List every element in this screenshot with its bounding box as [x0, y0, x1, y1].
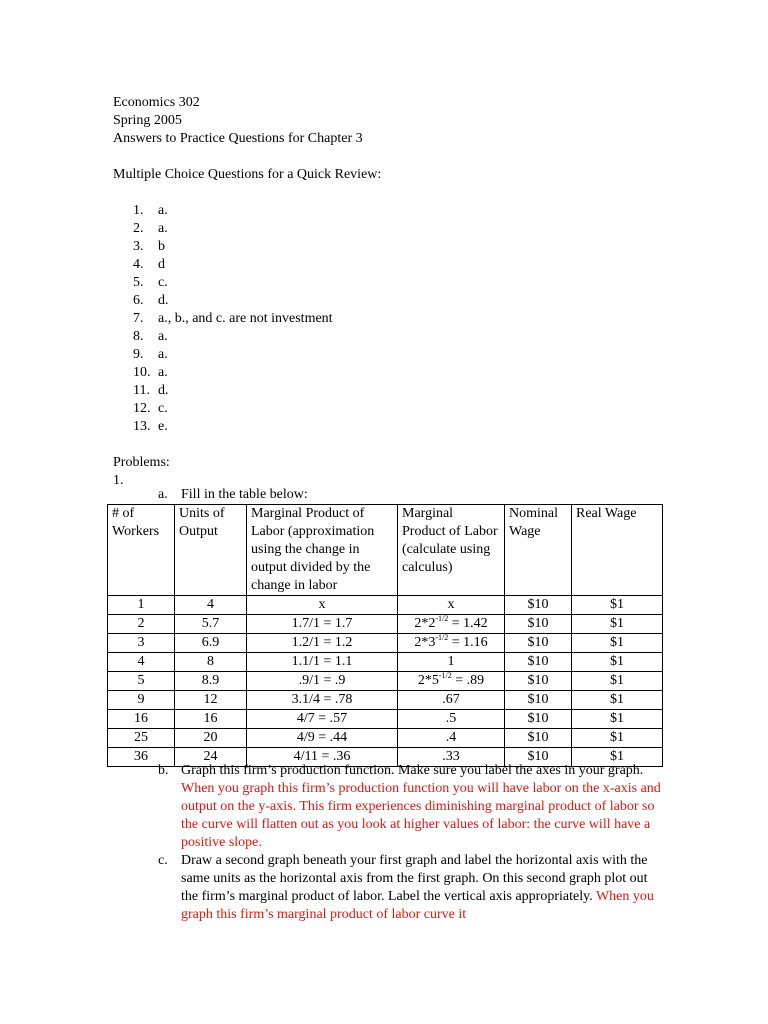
table-cell: $1	[572, 748, 663, 767]
table-cell: $10	[505, 672, 572, 691]
table-row	[108, 634, 663, 653]
mc-answer-number: 7.	[133, 311, 144, 326]
table-cell: 3	[108, 634, 175, 653]
part-a-letter: a.	[158, 487, 168, 502]
table-cell: 4/7 = .57	[247, 710, 398, 729]
mc-answer-item	[113, 328, 673, 346]
part-b	[181, 762, 661, 852]
mc-answer-text: a.	[158, 347, 168, 362]
mc-answer-text: a., b., and c. are not investment	[158, 311, 333, 326]
mc-answer-number: 2.	[133, 221, 144, 236]
table-cell: $10	[505, 615, 572, 634]
table-cell: $1	[572, 596, 663, 615]
col-header-output: Units of Output	[175, 505, 247, 596]
table-cell: 6.9	[175, 634, 247, 653]
col-header-mpl-approx: Marginal Product of Labor (approximation using the change in output divided by the change in labor	[247, 505, 398, 596]
table-cell: 20	[175, 729, 247, 748]
mc-answer-text: e.	[158, 419, 168, 434]
table-row	[108, 615, 663, 634]
table-cell: 3.1/4 = .78	[247, 691, 398, 710]
table-cell: x	[398, 596, 505, 615]
table-cell: 12	[175, 691, 247, 710]
mc-answer-item	[113, 364, 673, 382]
mc-answer-number: 12.	[133, 401, 151, 416]
table-cell: $2*3^{-1/2} = 1.16$	[398, 634, 505, 653]
table-cell: $10	[505, 653, 572, 672]
table-cell: $1	[572, 691, 663, 710]
problems-heading: Problems:	[113, 455, 170, 470]
table-cell: $1	[572, 672, 663, 691]
problem-number: 1.	[113, 473, 124, 488]
part-b-letter: b.	[158, 763, 169, 778]
table-row	[108, 710, 663, 729]
mc-answer-item	[113, 220, 673, 238]
table-cell: 8	[175, 653, 247, 672]
table-cell: 8.9	[175, 672, 247, 691]
table-cell: $1	[572, 710, 663, 729]
mc-answer-item	[113, 292, 673, 310]
mc-answer-text: c.	[158, 275, 168, 290]
mc-answer-item	[113, 418, 673, 436]
table-row	[108, 672, 663, 691]
col-header-mpl-calculus: Marginal Product of Labor (calculate using calculus)	[398, 505, 505, 596]
table-cell: $2*5^{-1/2} = .89$	[398, 672, 505, 691]
mc-answer-item	[113, 346, 673, 364]
table-row	[108, 653, 663, 672]
mc-answer-text: a.	[158, 221, 168, 236]
mc-answer-number: 5.	[133, 275, 144, 290]
table-cell: $10	[505, 748, 572, 767]
table-cell: $10	[505, 634, 572, 653]
table-cell: $10	[505, 710, 572, 729]
table-cell: $10	[505, 596, 572, 615]
mc-answer-number: 13.	[133, 419, 151, 434]
table-cell: 1.1/1 = 1.1	[247, 653, 398, 672]
table-cell: 5.7	[175, 615, 247, 634]
mc-answer-item	[113, 238, 673, 256]
part-c-answer: When you graph this firm’s marginal product of labor curve it	[181, 889, 654, 922]
part-a-text: Fill in the table below:	[181, 487, 308, 502]
mc-answer-number: 11.	[133, 383, 150, 398]
mc-answer-number: 4.	[133, 257, 144, 272]
document-body	[113, 94, 673, 490]
table-cell: 1	[398, 653, 505, 672]
table-cell: $10	[505, 729, 572, 748]
table-cell: .67	[398, 691, 505, 710]
table-cell: .9/1 = .9	[247, 672, 398, 691]
document-title: Answers to Practice Questions for Chapter 3	[113, 131, 363, 146]
table-cell: x	[247, 596, 398, 615]
table-cell: 1	[108, 596, 175, 615]
mc-answer-item	[113, 274, 673, 292]
table-cell: $1	[572, 653, 663, 672]
table-cell: 2	[108, 615, 175, 634]
mc-answer-text: d.	[158, 383, 169, 398]
table-cell: 24	[175, 748, 247, 767]
mc-answer-number: 8.	[133, 329, 144, 344]
mc-answer-text: d	[158, 257, 165, 272]
mc-answer-text: a.	[158, 203, 168, 218]
table-cell: 25	[108, 729, 175, 748]
col-header-nominal-wage: Nominal Wage	[505, 505, 572, 596]
table-cell: 4	[175, 596, 247, 615]
table-cell: 16	[175, 710, 247, 729]
mc-answer-number: 10.	[133, 365, 151, 380]
table-cell: 5	[108, 672, 175, 691]
mc-answer-item	[113, 256, 673, 274]
table-cell: $2*2^{-1/2} = 1.42$	[398, 615, 505, 634]
table-cell: 4/11 = .36	[247, 748, 398, 767]
mc-answer-text: a.	[158, 365, 168, 380]
mc-answer-number: 6.	[133, 293, 144, 308]
table-cell: $1	[572, 634, 663, 653]
mc-answer-number: 3.	[133, 239, 144, 254]
part-b-text: Graph this firm’s production function. Make sure you label the axes in your graph.	[181, 763, 644, 778]
part-a	[158, 486, 308, 504]
table-row	[108, 729, 663, 748]
table-cell: $1	[572, 615, 663, 634]
table-header-row	[108, 505, 663, 596]
part-b-answer: When you graph this firm’s production function you will have labor on the x-axis and output on the y-axis. This firm experiences diminishing marginal product of labor so the curve will flatten out as you look at higher values of labor: the curve will have a positive slope.	[181, 781, 661, 850]
mc-heading: Multiple Choice Questions for a Quick Review:	[113, 167, 382, 182]
part-c-text: Draw a second graph beneath your first graph and label the horizontal axis with the same units as the horizontal axis from the first graph. On this second graph plot out the firm’s marginal product of labor. Label the vertical axis appropriately.	[181, 853, 648, 904]
table-cell: .33	[398, 748, 505, 767]
mc-answer-text: c.	[158, 401, 168, 416]
part-c	[181, 852, 661, 924]
mc-answer-text: b	[158, 239, 165, 254]
col-header-workers: # of Workers	[108, 505, 175, 596]
table-cell: 9	[108, 691, 175, 710]
mc-answer-item	[113, 382, 673, 400]
table-cell: 36	[108, 748, 175, 767]
table-cell: 1.2/1 = 1.2	[247, 634, 398, 653]
mc-answer-item	[113, 310, 673, 328]
table-row	[108, 596, 663, 615]
mc-answer-item	[113, 400, 673, 418]
table-cell: $1	[572, 729, 663, 748]
table-cell: 16	[108, 710, 175, 729]
labor-table	[107, 504, 663, 767]
table-cell: .4	[398, 729, 505, 748]
mc-answer-number: 9.	[133, 347, 144, 362]
col-header-real-wage: Real Wage	[572, 505, 663, 596]
table-cell: $10	[505, 691, 572, 710]
mc-answer-text: d.	[158, 293, 169, 308]
table-cell: .5	[398, 710, 505, 729]
table-row	[108, 691, 663, 710]
mc-answer-number: 1.	[133, 203, 144, 218]
table-cell: 4	[108, 653, 175, 672]
mc-answer-text: a.	[158, 329, 168, 344]
part-c-letter: c.	[158, 853, 168, 868]
mc-answer-list	[113, 202, 673, 436]
mc-answer-item	[113, 202, 673, 220]
term: Spring 2005	[113, 113, 182, 128]
table-cell: 1.7/1 = 1.7	[247, 615, 398, 634]
table-cell: 4/9 = .44	[247, 729, 398, 748]
course-name: Economics 302	[113, 95, 200, 110]
